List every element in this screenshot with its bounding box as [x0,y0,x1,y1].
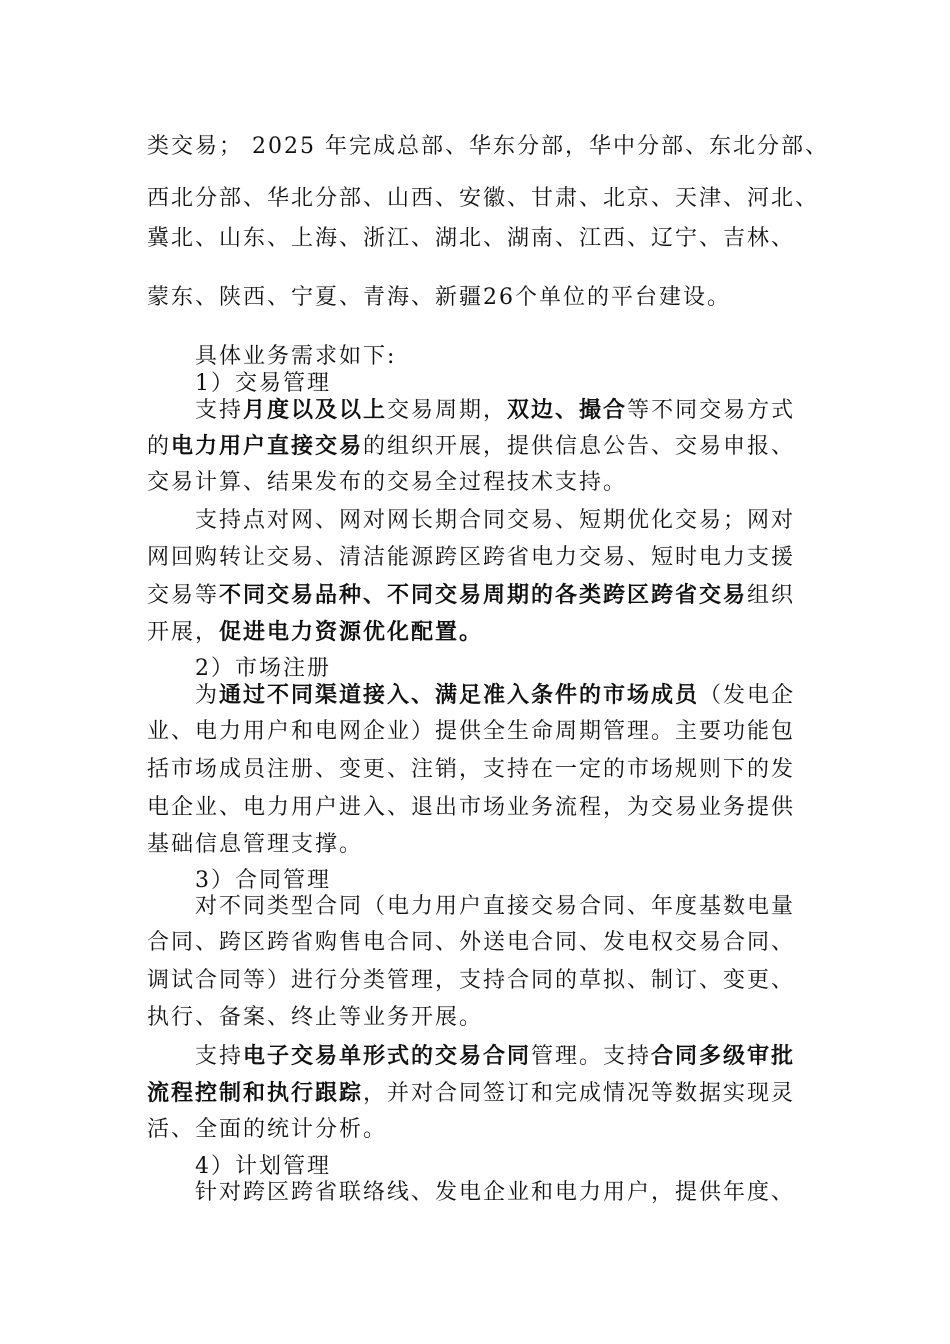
text: 支持 [195,398,244,423]
text: 交易等 [147,583,220,608]
bold-text: 流程控制和执行跟踪 [147,1080,364,1106]
bold-text: 不同交易品种、不同交易周期的各类跨区跨省交易 [219,582,748,608]
s1-p2-line-4 [147,617,483,648]
bold-text: 电力用户直接交易 [171,433,364,459]
text: 等不同交易方式 [627,398,796,423]
section-1-title: 1）交易管理 [195,371,331,396]
s2-p1-line-3: 括市场成员注册、变更、注销，支持在一定的市场规则下的发 [147,757,796,782]
s3-p1-line-2: 合同、跨区跨省购售电合同、外送电合同、发电权交易合同、 [147,930,796,955]
intro-line-2: 西北分部、华北分部、山西、安徽、甘肃、北京、天津、河北、 [147,186,820,211]
text: 支持 [195,1044,244,1069]
bold-text: 促进电力资源优化配置。 [219,619,484,645]
s2-p1-line-2: 业、电力用户和电网企业）提供全生命周期管理。主要功能包 [147,719,796,744]
s1-p2-line-2: 网回购转让交易、清洁能源跨区跨省电力交易、短时电力支援 [147,545,796,570]
text: （发电企 [699,683,796,708]
s3-p1-line-4: 执行、备案、终止等业务开展。 [147,1005,484,1030]
s2-p1-line-1 [195,680,795,711]
intro-line-4: 蒙东、陕西、宁夏、青海、新疆26个单位的平台建设。 [147,285,731,310]
s2-p1-line-5: 基础信息管理支撑。 [147,832,364,857]
s3-p1-line-3: 调试合同等）进行分类管理，支持合同的草拟、制订、变更、 [147,968,796,993]
s1-p2-line-1: 支持点对网、网对网长期合同交易、短期优化交易；网对 [195,508,796,533]
text: 开展， [147,620,220,645]
s3-p2-line-2 [147,1078,795,1109]
bold-text: 双边、撮合 [507,397,628,423]
text: 交易周期， [387,398,508,423]
text: 管理。支持 [531,1044,652,1069]
text: 的 [147,434,172,459]
text: ，并对合同签订和完成情况等数据实现灵 [363,1081,796,1106]
s3-p2-line-3: 活、全面的统计分析。 [147,1117,388,1142]
text: 组织 [747,583,796,608]
section-2-title: 2）市场注册 [195,656,331,681]
s1-p2-line-3 [147,580,795,611]
intro-line-3: 冀北、山东、上海、浙江、湖北、湖南、江西、辽宁、吉林、 [147,226,796,251]
s2-p1-line-4: 电企业、电力用户进入、退出市场业务流程，为交易业务提供 [147,795,796,820]
s1-p1-line-1 [195,395,795,426]
text: 为 [195,683,220,708]
section-4-title: 4）计划管理 [195,1154,331,1179]
requirements-intro: 具体业务需求如下: [195,344,397,369]
s1-p1-line-2 [147,431,795,462]
s4-p1-line-1: 针对跨区跨省联络线、发电企业和电力用户，提供年度、 [195,1180,796,1205]
bold-text: 通过不同渠道接入、满足准入条件的市场成员 [219,682,700,708]
text: 的组织开展，提供信息公告、交易申报、 [363,434,796,459]
intro-line-1: 类交易； 2025 年完成总部、华东分部，华中分部、东北分部、 [147,134,829,159]
s1-p1-line-3: 交易计算、结果发布的交易全过程技术支持。 [147,470,628,495]
bold-text: 合同多级审批 [651,1043,796,1069]
bold-text: 月度以及以上 [243,397,388,423]
s3-p2-line-1 [195,1041,795,1072]
section-3-title: 3）合同管理 [195,868,331,893]
bold-text: 电子交易单形式的交易合同 [243,1043,532,1069]
s3-p1-line-1: 对不同类型合同（电力用户直接交易合同、年度基数电量 [195,894,796,919]
